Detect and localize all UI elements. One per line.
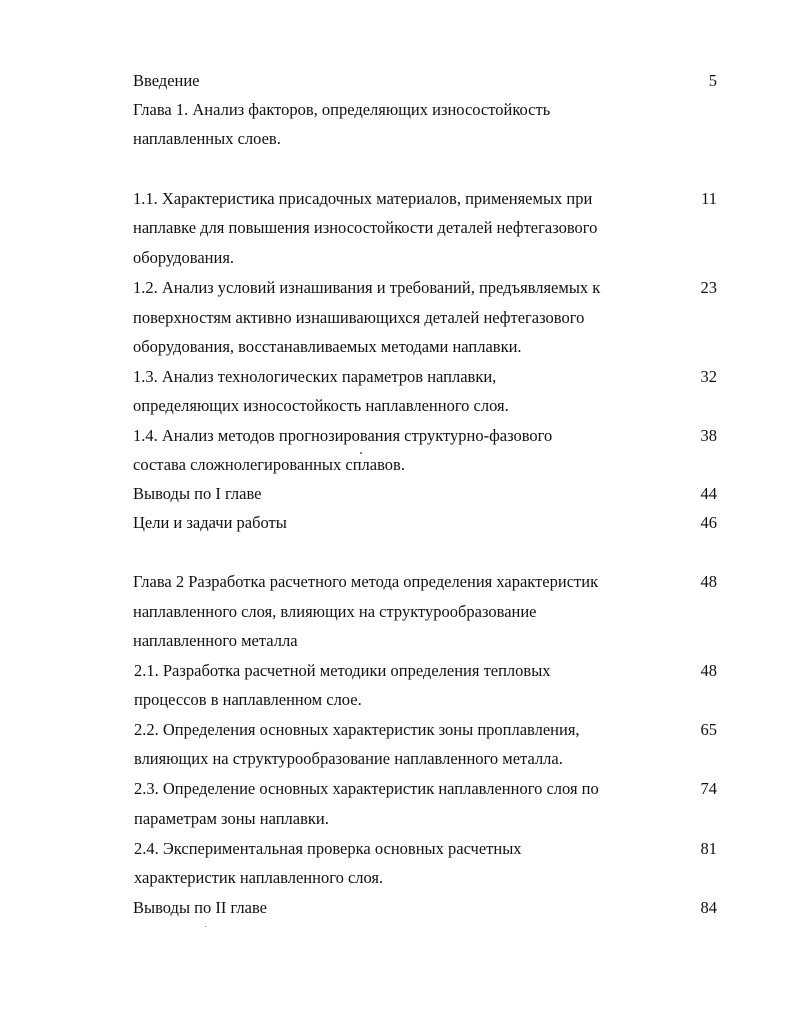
toc-goals-page: 46 <box>700 513 717 532</box>
toc-conclusions2-title: Выводы по II главе <box>133 898 267 917</box>
toc-chapter1-title-line1: Глава 1. Анализ факторов, определяющих износостойкость <box>133 100 551 119</box>
toc-chapter2-line3: наплавленного металла <box>133 631 298 650</box>
toc-intro-title: Введение <box>133 71 200 90</box>
toc-section-1-2-line1: 1.2. Анализ условий изнашивания и требований, предъявляемых к <box>133 278 601 297</box>
toc-section-2-2-line2: влияющих на структурообразование наплавленного металла. <box>134 749 563 768</box>
toc-section-1-2-line2: поверхностям активно изнашивающихся деталей нефтегазового <box>133 308 585 327</box>
toc-conclusions1-title: Выводы по I главе <box>133 484 262 503</box>
toc-conclusions1-page: 44 <box>700 484 717 503</box>
toc-conclusions2-page: 84 <box>700 898 717 917</box>
toc-section-2-4-page: 81 <box>700 839 717 858</box>
toc-section-1-3-page: 32 <box>700 367 717 386</box>
toc-section-2-2-page: 65 <box>700 720 717 739</box>
toc-section-2-3-line1: 2.3. Определение основных характеристик наплавленного слоя по <box>134 779 599 798</box>
toc-section-2-1-page: 48 <box>700 661 717 680</box>
toc-section-2-4-line1: 2.4. Экспериментальная проверка основных расчетных <box>134 839 522 858</box>
toc-section-2-1-line1: 2.1. Разработка расчетной методики определения тепловых <box>134 661 551 680</box>
toc-section-1-1-line1: 1.1. Характеристика присадочных материалов, применяемых при <box>133 189 593 208</box>
toc-section-2-3-page: 74 <box>700 779 717 798</box>
toc-section-1-3-line1: 1.3. Анализ технологических параметров наплавки, <box>133 367 497 386</box>
toc-section-1-3-line2: определяющих износостойкость наплавленного слоя. <box>133 396 509 415</box>
toc-section-2-2-line1: 2.2. Определения основных характеристик зоны проплавления, <box>134 720 580 739</box>
toc-chapter2-line1: Глава 2 Разработка расчетного метода определения характеристик <box>133 572 599 591</box>
scan-speck <box>205 926 206 927</box>
toc-section-1-4-line2: состава сложнолегированных сплавов. <box>133 455 405 474</box>
toc-intro-page: 5 <box>708 71 717 90</box>
scan-speck <box>360 452 362 454</box>
toc-chapter1-title-line2: наплавленных слоев. <box>133 129 281 148</box>
toc-section-1-2-page: 23 <box>700 278 717 297</box>
toc-goals-title: Цели и задачи работы <box>133 513 287 532</box>
toc-section-1-4-page: 38 <box>700 426 717 445</box>
toc-chapter2-line2: наплавленного слоя, влияющих на структурообразование <box>133 602 537 621</box>
toc-section-1-4-line1: 1.4. Анализ методов прогнозирования структурно-фазового <box>133 426 553 445</box>
toc-section-1-1-line2: наплавке для повышения износостойкости деталей нефтегазового <box>133 218 598 237</box>
toc-section-1-1-line3: оборудования. <box>133 248 235 267</box>
toc-section-2-4-line2: характеристик наплавленного слоя. <box>134 868 384 887</box>
toc-section-2-3-line2: параметрам зоны наплавки. <box>134 809 329 828</box>
toc-section-1-2-line3: оборудования, восстанавливаемых методами наплавки. <box>133 337 522 356</box>
toc-chapter2-page: 48 <box>700 572 717 591</box>
toc-section-1-1-page: 11 <box>701 189 717 208</box>
toc-section-2-1-line2: процессов в наплавленном слое. <box>134 690 362 709</box>
